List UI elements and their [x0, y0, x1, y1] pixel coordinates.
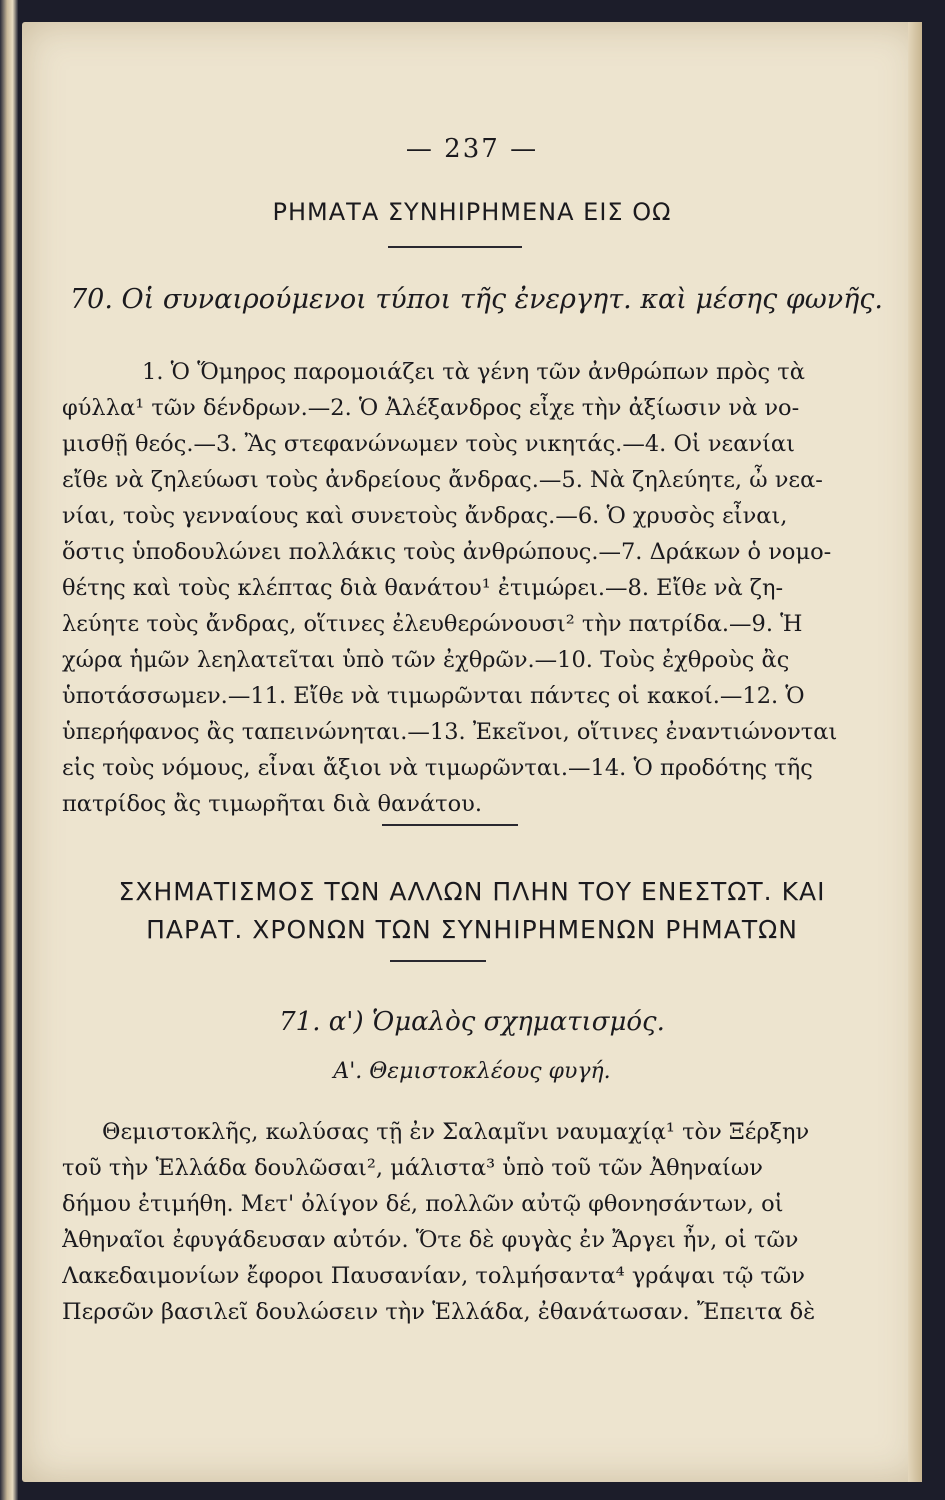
section-71-line: Περσῶν βασιλεῖ δουλώσειν τὴν Ἑλλάδα, ἐθανάτωσαν. Ἔπειτα δὲ [62, 1299, 816, 1325]
heading-2-line-1: ΣΧΗΜΑΤΙΣΜΟΣ ΤΩΝ ΑΛΛΩΝ ΠΛΗΝ ΤΟΥ ΕΝΕΣΤΩΤ. ΚΑΙ [118, 877, 826, 906]
book-page [22, 22, 922, 1482]
previous-page-edge [0, 0, 18, 1500]
chapter-heading: ΡΗΜΑΤΑ ΣΥΝΗΙΡΗΜΕΝΑ ΕΙΣ ΟΩ [272, 198, 672, 226]
section-71-line: δήμου ἐτιμήθη. Μετ' ὀλίγον δέ, πολλῶν αὐτῷ φθονησάντων, οἱ [62, 1191, 784, 1217]
heading-2-line-2: ΠΑΡΑΤ. ΧΡΟΝΩΝ ΤΩΝ ΣΥΝΗΙΡΗΜΕΝΩΝ ΡΗΜΑΤΩΝ [146, 915, 798, 944]
section-71-line: Λακεδαιμονίων ἔφοροι Παυσανίαν, τολμήσαντα⁴ γράψαι τῷ τῶν [62, 1263, 805, 1289]
section-70-line: ὅστις ὑποδουλώνει πολλάκις τοὺς ἀνθρώπους.—7. Δράκων ὁ νομο- [62, 539, 832, 565]
section-70-line: ὑποτάσσωμεν.—11. Εἴθε νὰ τιμωρῶνται πάντες οἱ κακοί.—12. Ὁ [62, 683, 805, 709]
section-71-line: Ἀθηναῖοι ἐφυγάδευσαν αὐτόν. Ὅτε δὲ φυγὰς ἐν Ἄργει ἦν, οἱ τῶν [62, 1227, 799, 1253]
page-number: — 237 — [405, 134, 539, 164]
section-70-line: θέτης καὶ τοὺς κλέπτας διὰ θανάτου¹ ἐτιμώρει.—8. Εἴθε νὰ ζη- [62, 575, 784, 601]
heading-2-rule [390, 960, 486, 962]
section-71-line: τοῦ τὴν Ἑλλάδα δουλῶσαι², μάλιστα³ ὑπὸ τοῦ τῶν Ἀθηναίων [62, 1155, 763, 1181]
section-70-line: ὑπερήφανος ἂς ταπεινώνηται.—13. Ἐκεῖνοι, οἵτινες ἐναντιώνονται [62, 719, 838, 745]
section-70-line: πατρίδος ἂς τιμωρῆται διὰ θανάτου. [62, 791, 482, 817]
section-70-line: 1. Ὁ Ὅμηρος παρομοιάζει τὰ γένη τῶν ἀνθρώπων πρὸς τὰ [142, 359, 805, 385]
section-71-subtitle: Α'. Θεμιστοκλέους φυγή. [333, 1059, 611, 1084]
section-70-title: 70. Οἱ συναιρούμενοι τύποι τῆς ἐνεργητ. καὶ μέσης φωνῆς. [70, 284, 884, 315]
section-70-line: νίαι, τοὺς γενναίους καὶ συνετοὺς ἄνδρας.—6. Ὁ χρυσὸς εἶναι, [62, 503, 788, 529]
section-71-title: 71. α') Ὁμαλὸς σχηματισμός. [279, 1007, 665, 1037]
section-71-line: Θεμιστοκλῆς, κωλύσας τῇ ἐν Σαλαμῖνι ναυμαχίᾳ¹ τὸν Ξέρξην [102, 1119, 810, 1145]
page-edge [908, 22, 922, 1482]
section-70-line: μισθῇ θεός.—3. Ἂς στεφανώνωμεν τοὺς νικητάς.—4. Οἱ νεανίαι [62, 431, 795, 457]
section-70-line: εἴθε νὰ ζηλεύωσι τοὺς ἀνδρείους ἄνδρας.—5. Νὰ ζηλεύητε, ὦ νεα- [62, 467, 823, 493]
section-70-line: εἰς τοὺς νόμους, εἶναι ἄξιοι νὰ τιμωρῶνται.—14. Ὁ προδότης τῆς [62, 755, 813, 781]
heading-rule [388, 246, 522, 248]
section-70-line: φύλλα¹ τῶν δένδρων.—2. Ὁ Ἀλέξανδρος εἶχε τὴν ἀξίωσιν νὰ νο- [62, 395, 800, 421]
section-rule [382, 824, 518, 826]
section-70-line: λεύητε τοὺς ἄνδρας, οἵτινες ἐλευθερώνουσι² τὴν πατρίδα.—9. Ἡ [62, 611, 803, 637]
section-70-line: χώρα ἡμῶν λεηλατεῖται ὑπὸ τῶν ἐχθρῶν.—10. Τοὺς ἐχθροὺς ἂς [62, 647, 790, 673]
